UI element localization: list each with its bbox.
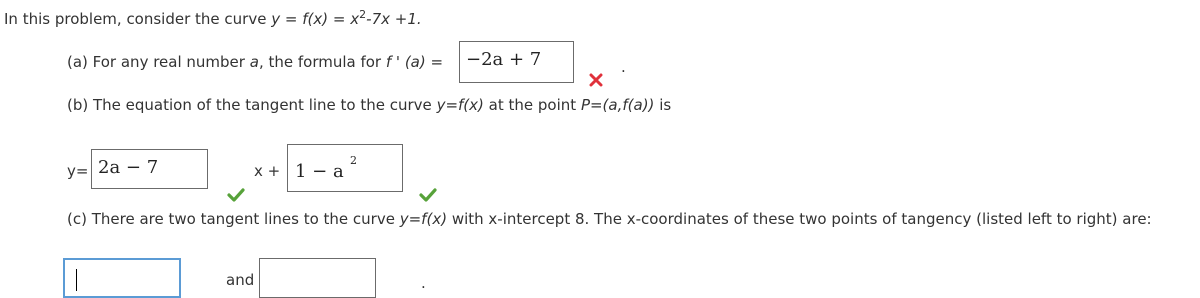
part-b-curve: y=f(x) bbox=[436, 96, 484, 114]
intro-exponent: 2 bbox=[359, 8, 367, 21]
tangent-intercept-exponent: 2 bbox=[350, 154, 357, 167]
tangent-slope-value: 2a − 7 bbox=[98, 157, 159, 178]
tangent-intercept-field[interactable] bbox=[287, 144, 403, 192]
part-b-suffix: is bbox=[659, 96, 672, 114]
part-c-curve: y=f(x) bbox=[399, 210, 448, 228]
part-a-question bbox=[67, 53, 443, 71]
tangency-point-1-field[interactable] bbox=[63, 258, 181, 298]
tangent-intercept-value: 1 − a bbox=[295, 161, 344, 182]
part-b-prefix: (b) The equation of the tangent line to the curve bbox=[67, 96, 432, 114]
tangent-x-label: x + bbox=[254, 162, 281, 180]
correct-check-icon bbox=[227, 188, 245, 202]
part-a-answer-value: −2a + 7 bbox=[466, 49, 542, 70]
part-a-fprime: f ' (a) bbox=[385, 53, 426, 71]
correct-check-icon bbox=[419, 188, 437, 202]
intro-fx: f(x) bbox=[302, 10, 329, 28]
part-c-period: . bbox=[421, 274, 426, 292]
part-a-period: . bbox=[621, 58, 626, 76]
intro-text: In this problem, consider the curve bbox=[4, 10, 267, 28]
intro-x: x bbox=[350, 10, 360, 28]
part-b-question bbox=[67, 96, 671, 114]
part-a-prefix: (a) For any real number bbox=[67, 53, 245, 71]
tangent-y-label: y= bbox=[67, 162, 89, 180]
part-b-point: P=(a,f(a)) bbox=[580, 96, 655, 114]
problem-intro bbox=[4, 8, 422, 28]
tangent-slope-field[interactable] bbox=[91, 149, 208, 189]
part-a-eq: = bbox=[430, 53, 444, 71]
intro-y: y bbox=[271, 10, 281, 28]
tangency-point-2-field[interactable] bbox=[259, 258, 376, 298]
part-a-var: a bbox=[249, 53, 259, 71]
part-b-middle: at the point bbox=[488, 96, 577, 114]
part-c-prefix: (c) There are two tangent lines to the curve bbox=[67, 210, 395, 228]
intro-rest: -7x +1. bbox=[366, 10, 422, 28]
intro-eq: = bbox=[284, 10, 298, 28]
part-a-answer-field[interactable] bbox=[459, 41, 574, 83]
and-label: and bbox=[226, 271, 255, 289]
text-cursor bbox=[76, 269, 77, 291]
part-c-question bbox=[67, 210, 1152, 228]
intro-eq2: = bbox=[332, 10, 346, 28]
part-c-middle: with x-intercept 8. The x-coordinates of these two points of tangency (listed left to right) are: bbox=[451, 210, 1152, 228]
incorrect-x-icon bbox=[589, 73, 603, 87]
part-a-middle: , the formula for bbox=[258, 53, 382, 71]
